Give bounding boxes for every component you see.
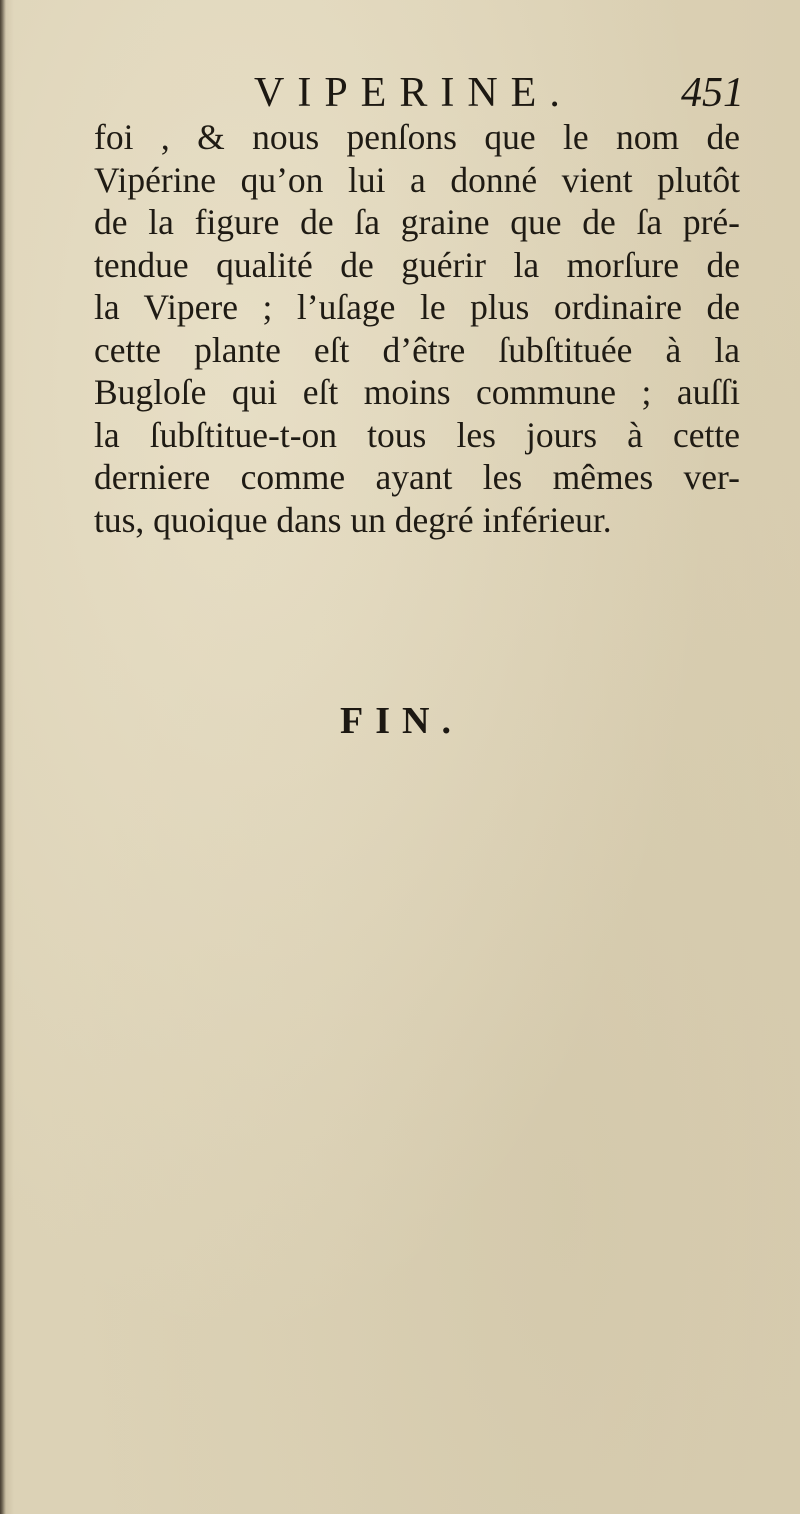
show-through-texture [90, 560, 750, 1340]
running-title: VIPERINE. [254, 70, 573, 116]
text-line: foi , & nous penſons que le nom de [94, 117, 740, 157]
text-line: tendue qualité de guérir la morſure de [94, 244, 740, 285]
running-header [254, 68, 744, 118]
page-gutter-shadow [0, 0, 6, 1514]
text-line: la Vipere ; l’uſage le plus ordinaire de [94, 287, 740, 327]
text-line: la ſubſtitue-t-on tous les jours à cette [94, 414, 740, 455]
text-line: cette plante eſt d’être ſubſtituée à la [94, 329, 740, 370]
text-line: Bugloſe qui eſt moins commune ; auſſi [94, 372, 740, 412]
page-number: 451 [681, 70, 744, 116]
text-line: derniere comme ayant les mêmes ver- [94, 457, 740, 497]
body-text [94, 116, 740, 541]
text-line: de la figure de ſa graine que de ſa pré- [94, 202, 740, 242]
text-line: tus, quoique dans un degré inférieur. [94, 499, 612, 540]
text-line: Vipérine qu’on lui a donné vient plutôt [94, 159, 740, 200]
fin-ending: FIN. [340, 700, 463, 742]
